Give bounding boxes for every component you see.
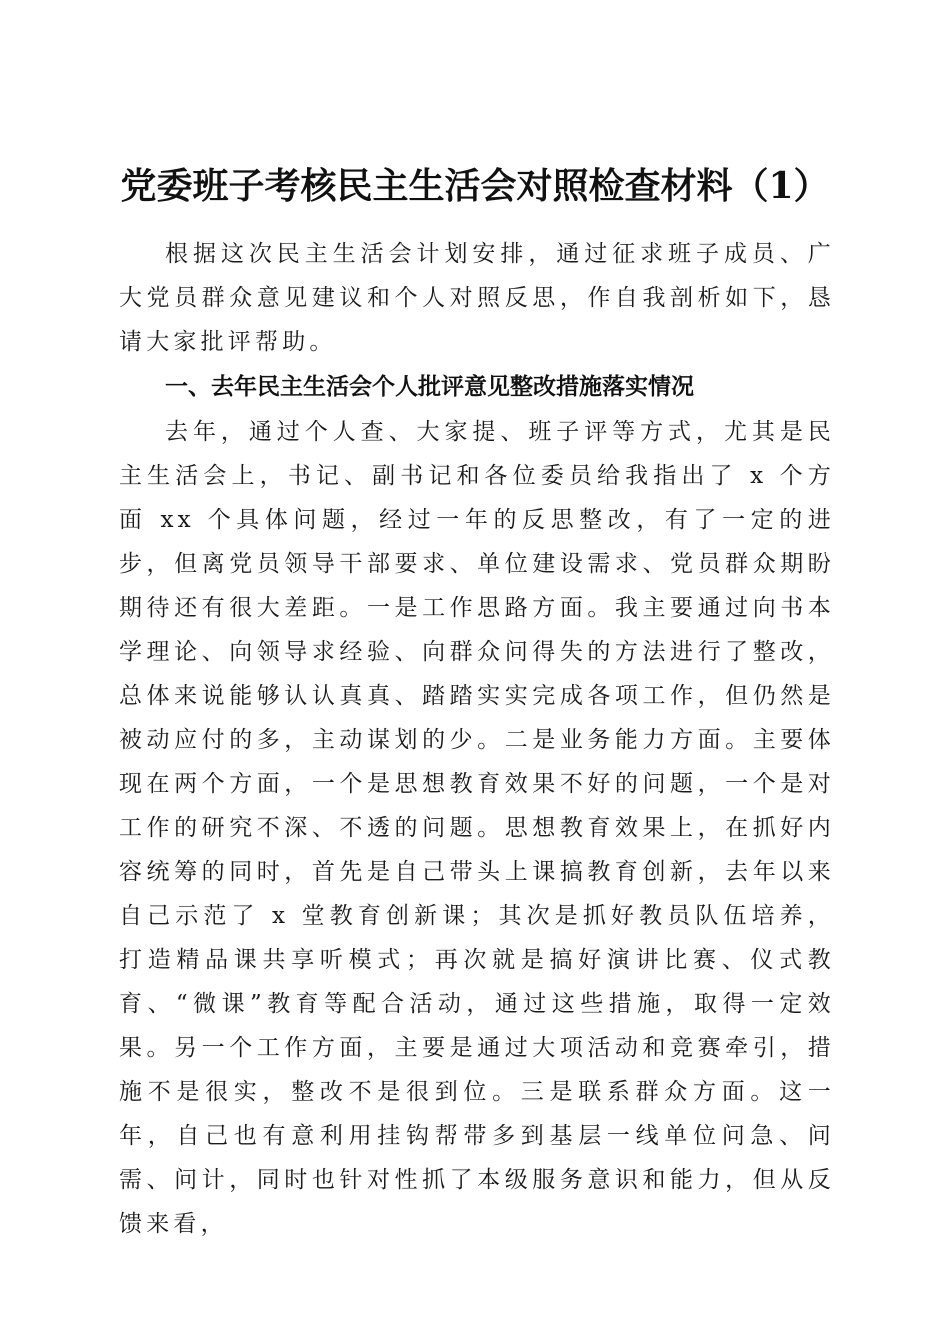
document-title: 党委班子考核民主生活会对照检查材料（1）	[120, 165, 830, 208]
section-1-paragraph: 去年，通过个人查、大家提、班子评等方式，尤其是民主生活会上，书记、副书记和各位委员给我指出了 x 个方面 xx 个具体问题，经过一年的反思整改，有了一定的进步，但离党员领导干部要求、单位建设需求、党员群众期盼期待还有很大差距。一是工作思路方面。我主要通过向书本学理论、向领导求经验、向群众问得失的方法进行了整改，总体来说能够认认真真、踏踏实实完成各项工作，但仍然是被动应付的多，主动谋划的少。二是业务能力方面。主要体现在两个方面，一个是思想教育效果不好的问题，一个是对工作的研究不深、不透的问题。思想教育效果上，在抓好内容统筹的同时，首先是自己带头上课搞教育创新，去年以来自己示范了 x 堂教育创新课；其次是抓好教员队伍培养，打造精品课共享听模式；再次就是搞好演讲比赛、仪式教育、“微课”教育等配合活动，通过这些措施，取得一定效果。另一个工作方面，主要是通过大项活动和竞赛牵引，措施不是很实，整改不是很到位。三是联系群众方面。这一年，自己也有意利用挂钩帮带多到基层一线单位问急、问需、问计，同时也针对性抓了本级服务意识和能力，但从反馈来看，	[119, 419, 835, 1237]
intro-paragraph: 根据这次民主生活会计划安排，通过征求班子成员、广大党员群众意见建议和个人对照反思，作自我剖析如下，恳请大家批评帮助。	[119, 241, 835, 355]
section-1-heading: 一、去年民主生活会个人批评意见整改措施落实情况	[165, 374, 694, 400]
